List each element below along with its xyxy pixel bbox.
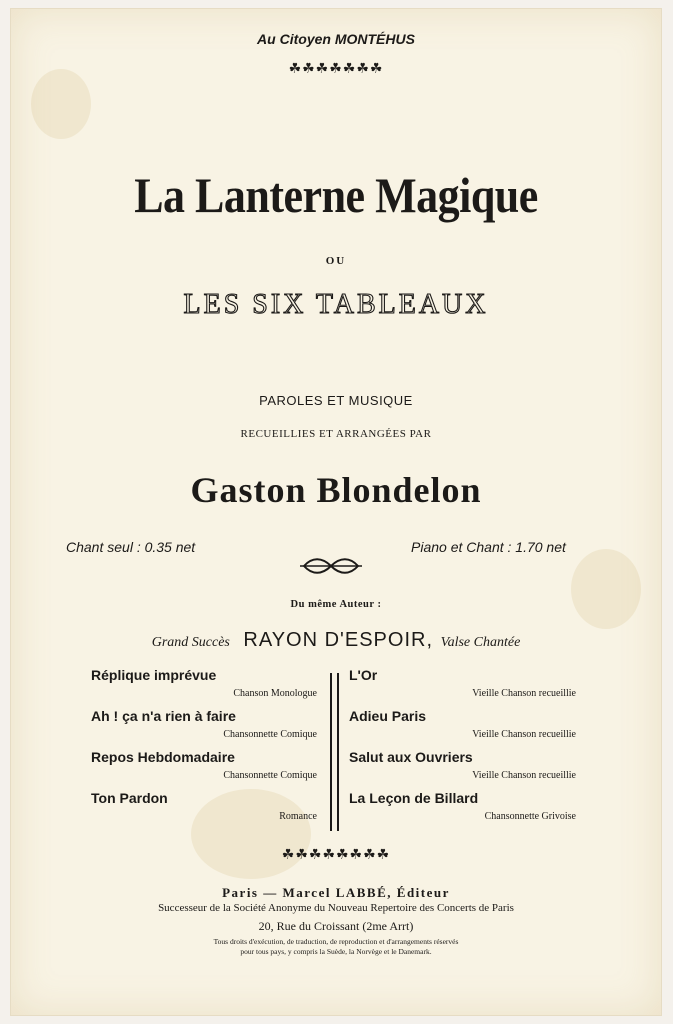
work-genre: Romance bbox=[279, 811, 317, 822]
publisher-name: Paris — Marcel LABBÉ, Éditeur bbox=[222, 885, 450, 900]
work-title: Salut aux Ouvriers bbox=[349, 749, 473, 765]
rights-line: pour tous pays, y compris la Suède, la Norvège et le Danemark. bbox=[240, 947, 432, 956]
page-title: La Lanterne Magique bbox=[134, 168, 538, 223]
featured-title: RAYON D'ESPOIR, bbox=[243, 629, 434, 651]
list-item bbox=[91, 790, 317, 831]
rights-line: Tous droits d'exécution, de traduction, de reproduction et d'arrangements réservés bbox=[213, 937, 459, 946]
work-title: Repos Hebdomadaire bbox=[91, 749, 235, 765]
column-divider bbox=[330, 673, 339, 831]
dedication: Au Citoyen MONTÉHUS bbox=[257, 31, 415, 47]
list-item bbox=[349, 667, 584, 708]
work-genre: Vieille Chanson recueillie bbox=[472, 729, 576, 740]
featured-work bbox=[11, 629, 661, 652]
credits-line: PAROLES ET MUSIQUE bbox=[259, 393, 413, 408]
work-title: L'Or bbox=[349, 667, 378, 683]
author-name: Gaston Blondelon bbox=[190, 470, 482, 510]
rights-notice bbox=[11, 937, 661, 957]
work-genre: Chansonnette Grivoise bbox=[484, 811, 576, 822]
publisher-address: 20, Rue du Croissant (2me Arrt) bbox=[258, 919, 414, 933]
work-title: Ton Pardon bbox=[91, 790, 168, 806]
clover-ornament-top: ☘☘☘☘☘☘☘ bbox=[288, 61, 384, 77]
works-list bbox=[91, 667, 591, 837]
sheet-music-cover bbox=[10, 8, 662, 1016]
page-subtitle: LES SIX TABLEAUX bbox=[183, 289, 489, 320]
clover-ornament-bottom: ☘☘☘☘☘☘☘☘ bbox=[281, 847, 391, 863]
paper-stain bbox=[571, 549, 641, 629]
price-piano: Piano et Chant : 1.70 net bbox=[411, 539, 566, 555]
list-item bbox=[91, 667, 317, 708]
work-genre: Chanson Monologue bbox=[233, 688, 317, 699]
work-genre: Chansonnette Comique bbox=[223, 770, 317, 781]
list-item bbox=[349, 708, 584, 749]
same-author-heading: Du même Auteur : bbox=[290, 599, 382, 610]
list-item bbox=[91, 749, 317, 790]
works-column-left bbox=[91, 667, 317, 831]
title-conjunction: OU bbox=[325, 255, 347, 267]
work-title: Réplique imprévue bbox=[91, 667, 217, 683]
paper-stain bbox=[31, 69, 91, 139]
works-column-right bbox=[349, 667, 584, 831]
work-title: La Leçon de Billard bbox=[349, 790, 479, 806]
work-genre: Chansonnette Comique bbox=[223, 729, 317, 740]
publisher-successor: Successeur de la Société Anonyme du Nouveau Repertoire des Concerts de Paris bbox=[158, 902, 514, 914]
list-item bbox=[349, 790, 584, 831]
work-title: Ah ! ça n'a rien à faire bbox=[91, 708, 236, 724]
work-title: Adieu Paris bbox=[349, 708, 427, 724]
credits-line: RECUEILLIES ET ARRANGÉES PAR bbox=[240, 428, 432, 440]
flourish-ornament-icon bbox=[300, 555, 362, 577]
list-item bbox=[349, 749, 584, 790]
featured-suffix: Valse Chantée bbox=[440, 635, 521, 650]
featured-prefix: Grand Succès bbox=[151, 635, 230, 650]
list-item bbox=[91, 708, 317, 749]
work-genre: Vieille Chanson recueillie bbox=[472, 688, 576, 699]
price-voice: Chant seul : 0.35 net bbox=[66, 539, 196, 555]
work-genre: Vieille Chanson recueillie bbox=[472, 770, 576, 781]
